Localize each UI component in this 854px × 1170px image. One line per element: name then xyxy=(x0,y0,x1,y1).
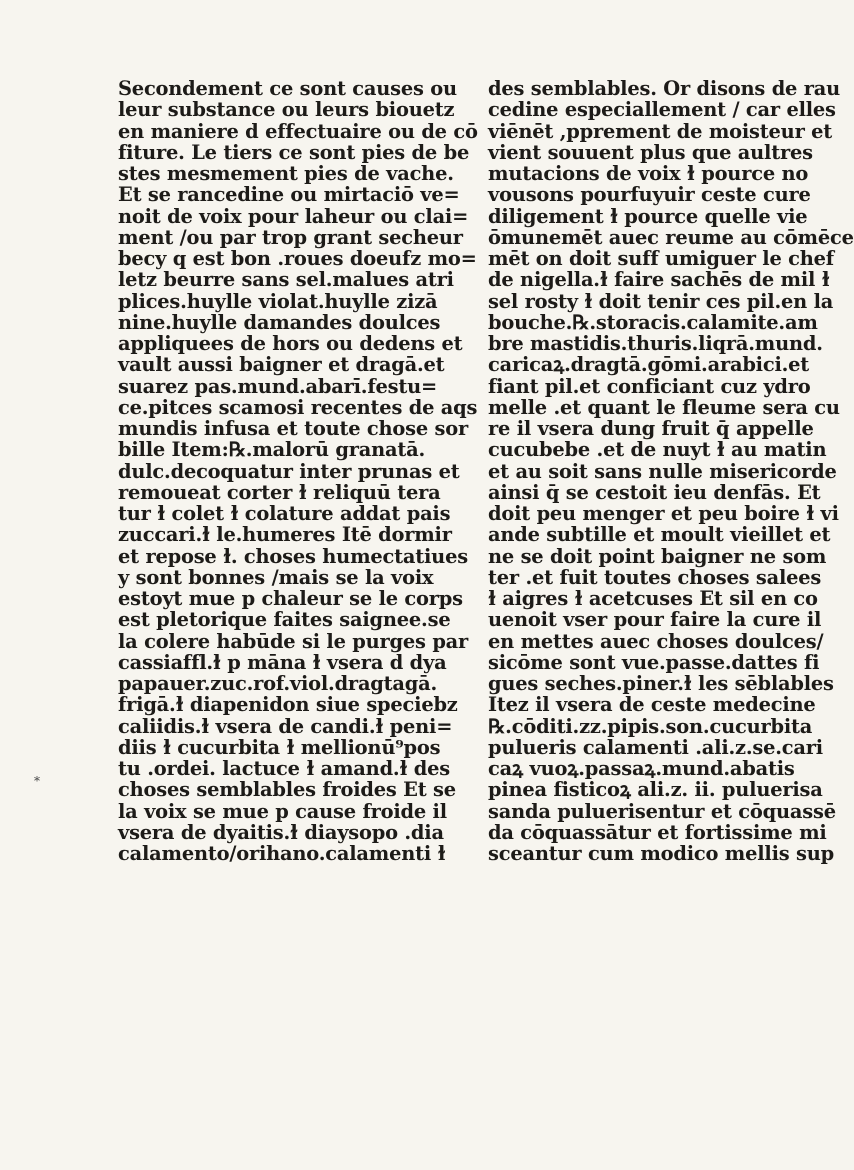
right-column-line: diligement ɫ pource quelle vie xyxy=(488,204,808,228)
right-column-line: viēnēt ,pprement de moisteur et xyxy=(488,119,833,143)
right-column-line: ne se doit point baigner ne som xyxy=(488,544,827,568)
left-column-line: ment /ou par trop grant secheur xyxy=(118,225,463,249)
left-column-line: ce.pitces scamosi recentes de aqs xyxy=(118,395,478,419)
right-column-line: sicōme sont vue.passe.dattes fi xyxy=(488,650,820,674)
right-column-line: pinea fisticoꝝ ali.z. ii. puluerisa xyxy=(488,778,823,802)
left-column-line: est pletorique faites saignee.se xyxy=(118,608,451,632)
left-column-line: Et se rancedine ou mirtaciō ve= xyxy=(118,183,460,207)
right-column-line: doit peu menger et peu boire ɫ vi xyxy=(488,502,839,525)
right-column-line: ℞.cōditi.zz.pipis.son.cucurbita xyxy=(488,714,813,738)
right-column-line: gues seches.piner.ɫ les sēblables xyxy=(488,672,834,695)
left-column-line: zuccari.ɫ le.humeres Itē dormir xyxy=(118,523,452,547)
left-column-line: cassiaffl.ɫ p māna ɫ vsera d dya xyxy=(118,650,447,674)
right-column-line: da cōquassātur et fortissime mi xyxy=(488,820,827,844)
right-column-line: caricaꝝ.dragtā.gōmi.arabici.et xyxy=(488,353,810,377)
left-column-line: choses semblables froides Et se xyxy=(118,778,456,802)
right-column-line: pulueris calamenti .ali.z.se.cari xyxy=(488,735,823,759)
right-column-line: Itez il vsera de ceste medecine xyxy=(488,693,816,717)
left-column-line: bille Item:℞.malorū granatā. xyxy=(118,438,426,462)
left-column-line: tur ɫ colet ɫ colature addat pais xyxy=(118,502,451,525)
right-column-line: sel rosty ɫ doit tenir ces pil.en la xyxy=(488,289,834,313)
left-column-line: tu .ordei. lactuce ɫ amand.ɫ des xyxy=(118,757,450,780)
left-column-line: en maniere d effectuaire ou de cō xyxy=(118,119,478,143)
left-column-line: letz beurre sans sel.malues atri xyxy=(118,268,454,292)
right-column-line: ōmunemēt auec reume au cōmēce xyxy=(488,225,854,249)
left-column-line: frigā.ɫ diapenidon siue speciebz xyxy=(118,693,458,717)
right-column-line: bre mastidis.thuris.liqrā.mund. xyxy=(488,332,823,355)
left-column-line: dulc.decoquatur inter prunas et xyxy=(118,459,460,483)
left-column-line: estoyt mue p chaleur se le corps xyxy=(118,587,463,610)
right-column-line: vient souuent plus que aultres xyxy=(488,140,813,164)
left-column-line: appliquees de hors ou dedens et xyxy=(118,332,463,355)
right-column-line: caꝝ vuoꝝ.passaꝝ.mund.abatis xyxy=(488,757,795,780)
left-column-line: papauer.zuc.rof.viol.dragtagā. xyxy=(118,672,438,695)
margin-mark: * xyxy=(34,774,40,788)
left-column-line: y sont bonnes /mais se la voix xyxy=(118,565,434,589)
left-column-line: et repose ɫ. choses humectatiues xyxy=(118,544,468,568)
left-text-column xyxy=(118,77,478,865)
right-column-line: ter .et fuit toutes choses salees xyxy=(488,565,822,589)
left-column-line: la voix se mue p cause froide il xyxy=(118,799,447,823)
right-text-column xyxy=(488,77,854,865)
right-column-line: cedine especiallement / car elles xyxy=(488,98,836,122)
left-column-line: vsera de dyaitis.ɫ diaysopo .dia xyxy=(118,820,444,844)
left-column-line: caliidis.ɫ vsera de candi.ɫ peni= xyxy=(118,714,453,738)
left-column-line: plices.huylle violat.huylle zizā xyxy=(118,289,438,313)
left-column-line: remoueat corter ɫ reliquū tera xyxy=(118,480,441,504)
right-column-line: de nigella.ɫ faire sachēs de mil ɫ xyxy=(488,268,830,292)
right-column-line: ande subtille et moult vieillet et xyxy=(488,523,831,547)
right-column-line: bouche.℞.storacis.calamite.am xyxy=(488,310,818,334)
right-column-line: melle .et quant le fleume sera cu xyxy=(488,395,840,419)
right-column-line: uenoit vser pour faire la cure il xyxy=(488,608,822,632)
left-column-line: calamento/orihano.calamenti ɫ xyxy=(118,842,446,865)
right-column-line: et au soit sans nulle misericorde xyxy=(488,459,837,483)
right-column-line: fiant pil.et conficiant cuz ydro xyxy=(488,374,811,398)
right-column-line: en mettes auec choses doulces/ xyxy=(488,629,824,653)
right-column-line: mutacions de voix ɫ pource no xyxy=(488,162,809,185)
right-column-line: ɫ aigres ɫ acetcuses Et sil en co xyxy=(488,587,818,610)
right-column-line: sanda puluerisentur et cōquassē xyxy=(488,799,836,823)
left-column-line: nine.huylle damandes doulces xyxy=(118,310,441,334)
left-column-line: noit de voix pour laheur ou clai= xyxy=(118,204,469,228)
left-column-line: becy q est bon .roues doeufz mo= xyxy=(118,247,477,270)
left-column-line: diis ɫ cucurbita ɫ mellionū⁹pos xyxy=(118,735,441,759)
right-column-line: re il vsera dung fruit q̄ appelle xyxy=(488,417,814,440)
right-column-line: des semblables. Or disons de rau xyxy=(488,77,841,100)
right-column-line: vousons pourfuyuir ceste cure xyxy=(488,183,811,207)
right-column-line: cucubebe .et de nuyt ɫ au matin xyxy=(488,438,827,462)
left-column-line: la colere habūde si le purges par xyxy=(118,629,469,653)
left-column-line: fiture. Le tiers ce sont pies de be xyxy=(118,140,470,164)
right-column-line: sceantur cum modico mellis sup xyxy=(488,842,834,865)
right-column-line: mēt on doit suff umiguer le chef xyxy=(488,247,834,270)
left-column-line: mundis infusa et toute chose sor xyxy=(118,417,469,440)
right-column-line: ainsi q̄ se cestoit ieu denfās. Et xyxy=(488,480,821,504)
left-column-line: suarez pas.mund.abarī.festu= xyxy=(118,374,438,398)
left-column-line: stes mesmement pies de vache. xyxy=(118,162,454,185)
left-column-line: Secondement ce sont causes ou xyxy=(118,77,457,100)
left-column-line: leur substance ou leurs biouetz xyxy=(118,98,455,122)
left-column-line: vault aussi baigner et dragā.et xyxy=(118,353,445,377)
